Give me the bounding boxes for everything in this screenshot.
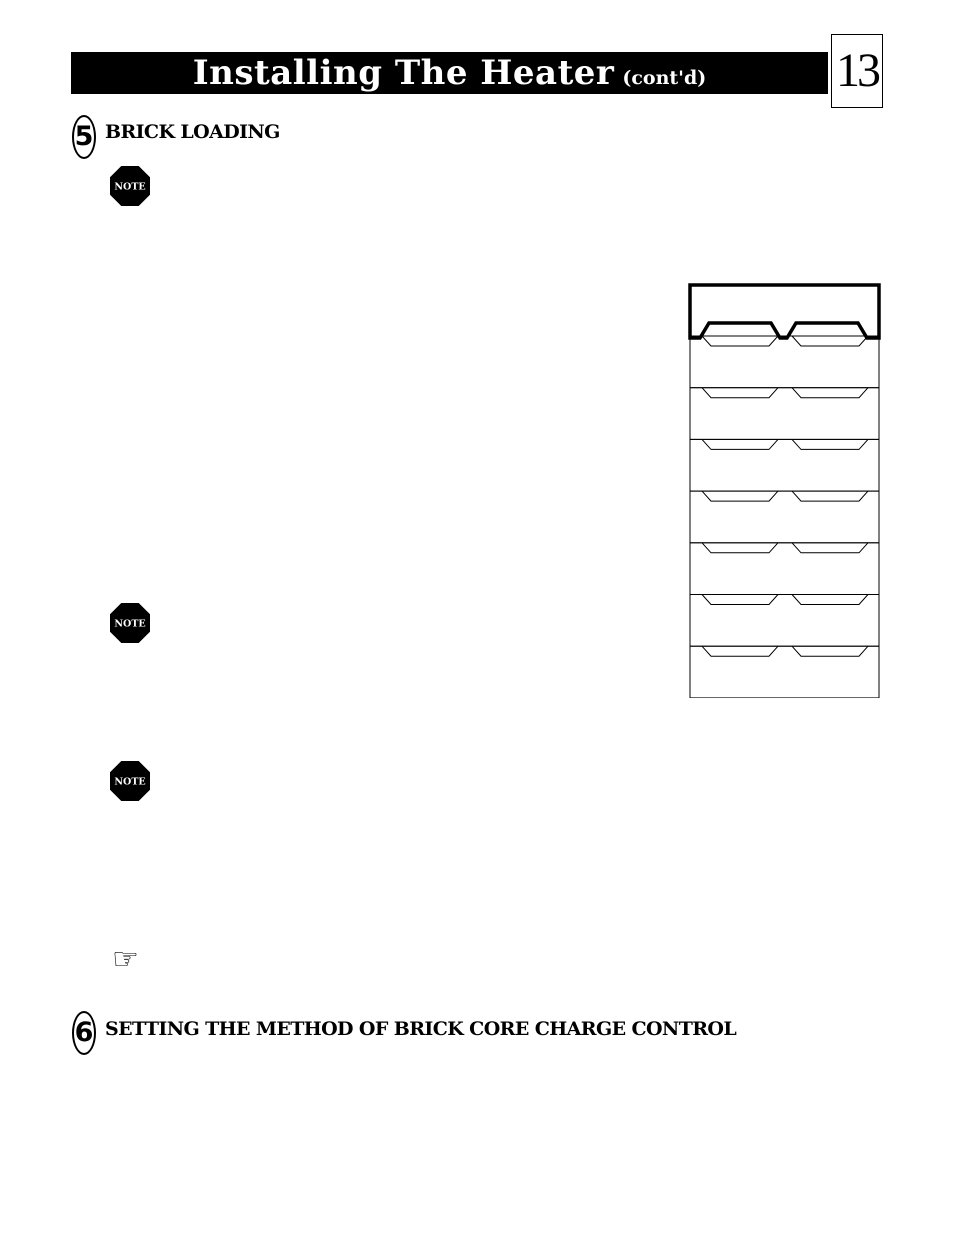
- brick-notch: [702, 491, 778, 501]
- brick-row: [690, 491, 879, 543]
- brick-rows: [690, 336, 879, 698]
- brick-notch: [702, 543, 778, 553]
- brick-notch: [702, 439, 778, 449]
- note-stop-sign-icon: [109, 760, 151, 802]
- page-number: 13: [831, 34, 883, 108]
- pointing-hand-icon: ☞: [112, 942, 139, 977]
- brick-notch: [702, 336, 778, 346]
- brick-notch: [792, 543, 868, 553]
- note-label: NOTE: [114, 181, 146, 193]
- note-label: NOTE: [114, 776, 146, 788]
- brick-notch: [792, 595, 868, 605]
- brick-stack-top-cover: [690, 285, 879, 338]
- brick-row: [690, 646, 879, 698]
- note-stop-sign-icon: [109, 602, 151, 644]
- note-label: NOTE: [114, 618, 146, 630]
- brick-stack-diagram: [686, 282, 882, 698]
- brick-row: [690, 595, 879, 647]
- brick-notch: [792, 646, 868, 656]
- brick-notch: [702, 595, 778, 605]
- section-heading-brick-loading: BRICK LOADING: [105, 121, 280, 143]
- step-number-5: 5: [72, 115, 96, 159]
- note-stop-sign-icon: [109, 165, 151, 207]
- page-title-bar: [71, 52, 828, 94]
- brick-row: [690, 543, 879, 595]
- brick-notch: [702, 388, 778, 398]
- brick-notch: [792, 336, 868, 346]
- section-heading-charge-control: SETTING THE METHOD OF BRICK CORE CHARGE CONTROL: [105, 1018, 737, 1040]
- brick-row: [690, 439, 879, 491]
- brick-notch: [792, 491, 868, 501]
- page-subtitle: (cont'd): [622, 67, 707, 89]
- brick-notch: [792, 439, 868, 449]
- brick-row: [690, 336, 879, 388]
- page-title: Installing The Heater: [192, 53, 615, 93]
- step-number-6: 6: [72, 1011, 96, 1055]
- brick-notch: [702, 646, 778, 656]
- brick-row: [690, 388, 879, 440]
- brick-notch: [792, 388, 868, 398]
